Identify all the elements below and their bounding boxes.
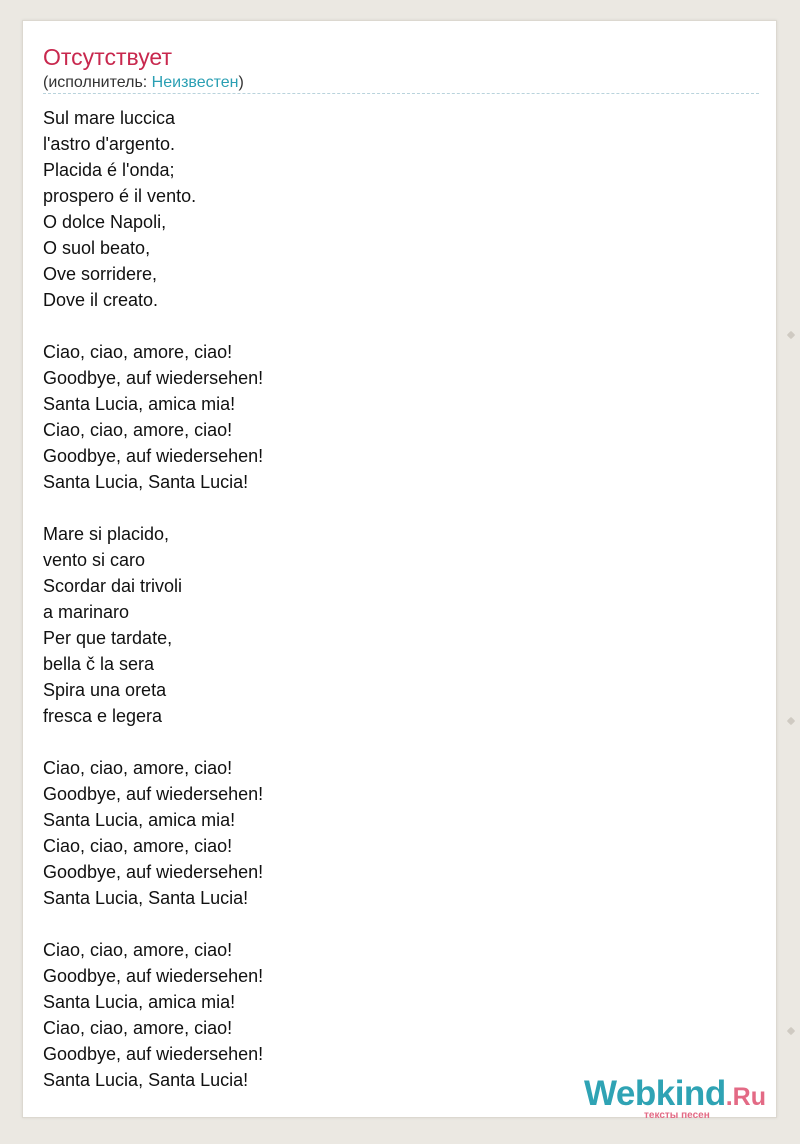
lyric-line: a marinaro <box>43 602 130 622</box>
lyric-line: Per que tardate, <box>43 628 173 648</box>
page-corner-mark <box>787 717 795 725</box>
lyrics-body <box>43 105 263 1093</box>
lyrics-stanza <box>43 339 263 495</box>
artist-suffix: ) <box>238 74 244 91</box>
lyric-line: fresca e legera <box>43 706 163 726</box>
lyric-line: Santa Lucia, Santa Lucia! <box>43 1070 249 1090</box>
lyric-line: Ciao, ciao, amore, ciao! <box>43 1018 233 1038</box>
lyric-line: Ciao, ciao, amore, ciao! <box>43 758 233 778</box>
lyric-line: Goodbye, auf wiedersehen! <box>43 446 264 466</box>
lyric-line: O suol beato, <box>43 238 151 258</box>
lyric-line: Goodbye, auf wiedersehen! <box>43 784 264 804</box>
song-title: Отсутствует <box>43 44 172 70</box>
lyric-line: Spira una oreta <box>43 680 167 700</box>
lyric-line: Goodbye, auf wiedersehen! <box>43 368 264 388</box>
lyric-line: Santa Lucia, amica mia! <box>43 394 236 414</box>
lyrics-stanza <box>43 105 263 313</box>
title-divider <box>43 93 759 94</box>
lyric-line: Scordar dai trivoli <box>43 576 183 596</box>
lyrics-sheet <box>22 20 777 1121</box>
lyric-line: Ciao, ciao, amore, ciao! <box>43 342 233 362</box>
lyric-line: Placida é l'onda; <box>43 160 175 180</box>
lyrics-stanza <box>43 937 263 1093</box>
artist-link[interactable]: Неизвестен <box>151 74 239 91</box>
lyric-line: prospero é il vento. <box>43 186 197 206</box>
lyric-line: Santa Lucia, amica mia! <box>43 992 236 1012</box>
lyrics-stanza <box>43 521 263 729</box>
page-corner-mark <box>787 331 795 339</box>
lyrics-stanza <box>43 755 263 911</box>
artist-line <box>43 73 244 93</box>
lyric-line: Mare si placido, <box>43 524 170 544</box>
lyric-line: Ciao, ciao, amore, ciao! <box>43 940 233 960</box>
artist-prefix: (исполнитель: <box>43 74 152 91</box>
lyric-line: Goodbye, auf wiedersehen! <box>43 966 264 986</box>
lyric-line: Santa Lucia, Santa Lucia! <box>43 472 249 492</box>
lyric-line: Sul mare luccica <box>43 108 176 128</box>
lyric-line: bella č la sera <box>43 654 155 674</box>
logo-tld: .Ru <box>725 1083 766 1111</box>
lyric-line: Ove sorridere, <box>43 264 158 284</box>
logo-tagline: тексты песен <box>644 1110 710 1121</box>
lyric-line: Ciao, ciao, amore, ciao! <box>43 420 233 440</box>
lyric-line: Ciao, ciao, amore, ciao! <box>43 836 233 856</box>
logo-brand: Webkind <box>584 1074 726 1113</box>
page-corner-mark <box>787 1027 795 1035</box>
lyric-line: Santa Lucia, Santa Lucia! <box>43 888 249 908</box>
lyric-line: Dove il creato. <box>43 290 159 310</box>
webkind-logo[interactable] <box>584 1073 780 1123</box>
lyric-line: vento si caro <box>43 550 146 570</box>
lyric-line: Goodbye, auf wiedersehen! <box>43 1044 264 1064</box>
lyric-line: l'astro d'argento. <box>43 134 175 154</box>
lyric-line: O dolce Napoli, <box>43 212 167 232</box>
lyric-line: Santa Lucia, amica mia! <box>43 810 236 830</box>
lyric-line: Goodbye, auf wiedersehen! <box>43 862 264 882</box>
